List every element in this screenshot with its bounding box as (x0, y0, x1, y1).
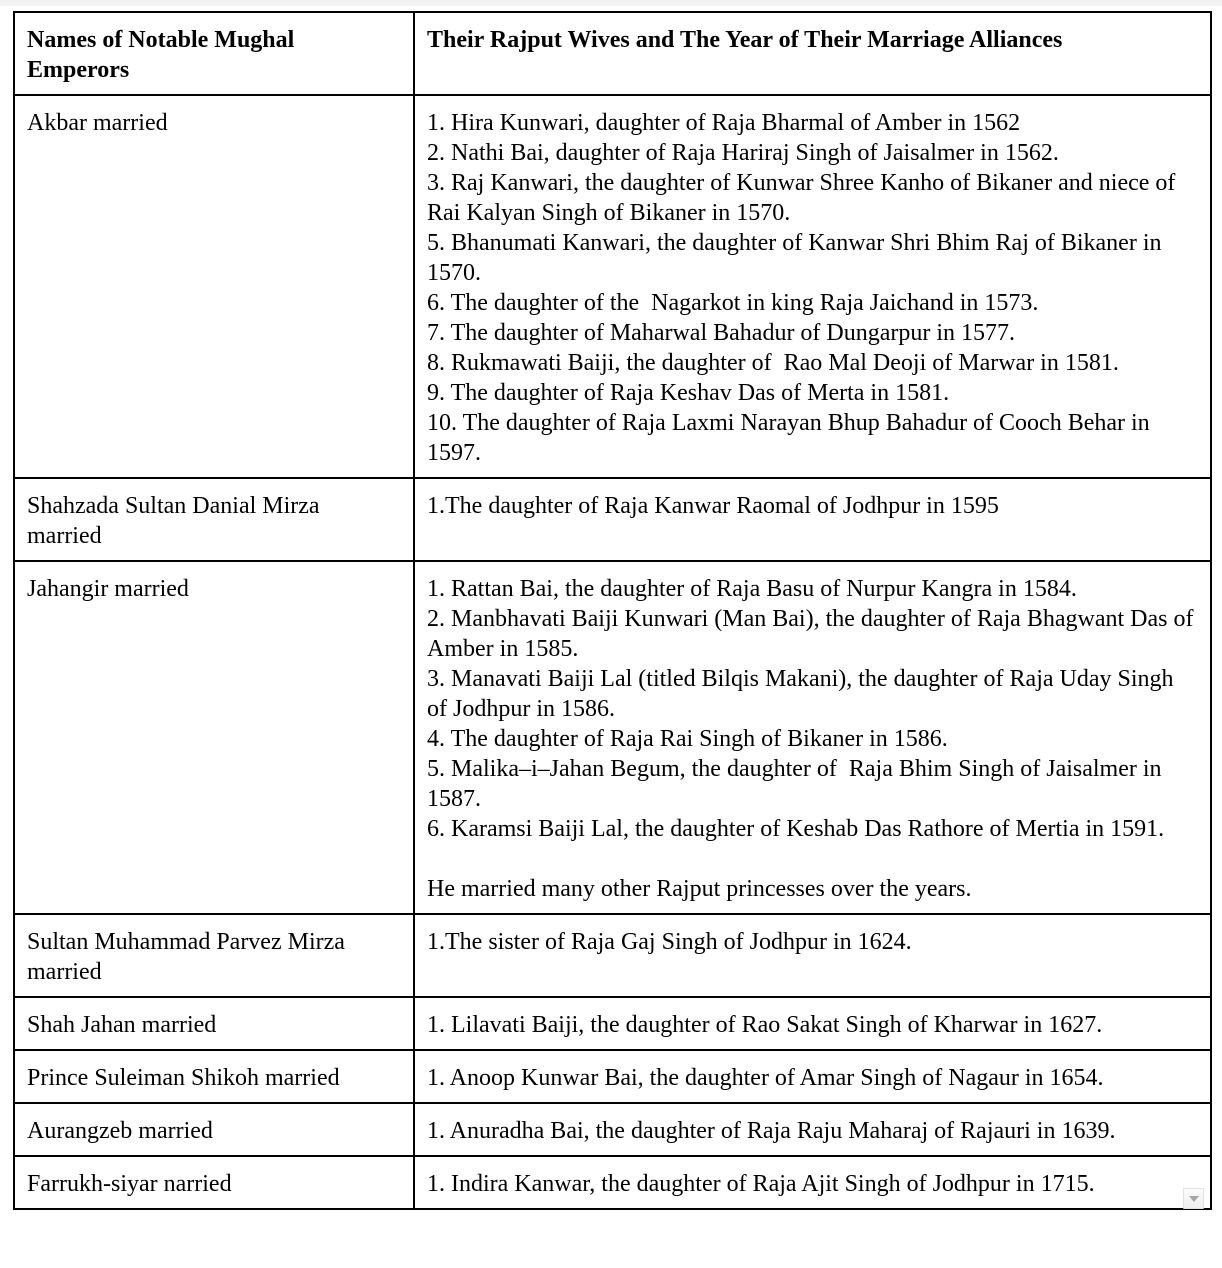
wife-entry: 1. Hira Kunwari, daughter of Raja Bharmal of Amber in 1562 (427, 110, 1021, 136)
emperor-name: Shahzada Sultan Danial Mirza married (27, 493, 326, 549)
table-row (14, 95, 1211, 478)
wife-entry: 8. Rukmawati Baiji, the daughter of Rao Mal Deoji of Marwar in 1581. (427, 350, 1119, 376)
emperor-name-cell (14, 1156, 414, 1209)
emperor-name-cell (14, 914, 414, 997)
table-row (14, 997, 1211, 1050)
wife-entry: 1.The sister of Raja Gaj Singh of Jodhpur in 1624. (427, 929, 912, 955)
wives-list-cell (414, 95, 1211, 478)
table-row (14, 1156, 1211, 1209)
emperor-name: Farrukh-siyar narried (27, 1171, 232, 1197)
wives-list-cell (414, 1050, 1211, 1103)
wives-list-cell (414, 914, 1211, 997)
header-cell-wives: Their Rajput Wives and The Year of Their Marriage Alliances (414, 12, 1211, 95)
wives-list-cell (414, 1156, 1211, 1209)
wife-entry: 1. Indira Kanwar, the daughter of Raja Ajit Singh of Jodhpur in 1715. (427, 1171, 1095, 1197)
wife-entry: 6. Karamsi Baiji Lal, the daughter of Keshab Das Rathore of Mertia in 1591. (427, 816, 1165, 842)
emperor-name: Jahangir married (27, 576, 189, 602)
wife-entry: 1. Lilavati Baiji, the daughter of Rao Sakat Singh of Kharwar in 1627. (427, 1012, 1103, 1038)
emperor-name: Prince Suleiman Shikoh married (27, 1065, 340, 1091)
top-strip (0, 0, 1222, 6)
wife-entry: 5. Bhanumati Kanwari, the daughter of Kanwar Shri Bhim Raj of Bikaner in 1570. (427, 230, 1168, 286)
emperor-name-cell (14, 561, 414, 914)
wife-entry: 2. Manbhavati Baiji Kunwari (Man Bai), the daughter of Raja Bhagwant Das of Amber in 1585. (427, 606, 1199, 662)
header-row (14, 12, 1211, 95)
wives-list-cell (414, 561, 1211, 914)
wives-list-cell (414, 997, 1211, 1050)
wife-entry: 1. Rattan Bai, the daughter of Raja Basu of Nurpur Kangra in 1584. (427, 576, 1077, 602)
emperor-name-cell (14, 997, 414, 1050)
table-row (14, 1103, 1211, 1156)
scroll-down-button[interactable] (1183, 1188, 1204, 1209)
wife-entry: 6. The daughter of the Nagarkot in king Raja Jaichand in 1573. (427, 290, 1039, 316)
wife-entry: 1.The daughter of Raja Kanwar Raomal of Jodhpur in 1595 (427, 493, 999, 519)
table-row (14, 1050, 1211, 1103)
header-cell-emperors: Names of Notable Mughal Emperors (14, 12, 414, 95)
marriage-alliances-table (13, 11, 1212, 1210)
wife-entry: 1. Anuradha Bai, the daughter of Raja Raju Maharaj of Rajauri in 1639. (427, 1118, 1116, 1144)
wife-entry: 7. The daughter of Maharwal Bahadur of Dungarpur in 1577. (427, 320, 1016, 346)
table-row (14, 914, 1211, 997)
wife-entry: 4. The daughter of Raja Rai Singh of Bikaner in 1586. (427, 726, 948, 752)
wife-entry: He married many other Rajput princesses over the years. (427, 876, 972, 902)
emperor-name-cell (14, 478, 414, 561)
wives-list-cell (414, 1103, 1211, 1156)
emperor-name-cell (14, 95, 414, 478)
table-body (14, 95, 1211, 1209)
wife-entry: 1. Anoop Kunwar Bai, the daughter of Amar Singh of Nagaur in 1654. (427, 1065, 1104, 1091)
emperor-name-cell (14, 1103, 414, 1156)
emperor-name: Aurangzeb married (27, 1118, 213, 1144)
wife-entry: 9. The daughter of Raja Keshav Das of Merta in 1581. (427, 380, 950, 406)
blank-line (427, 844, 1199, 874)
wife-entry: 3. Manavati Baiji Lal (titled Bilqis Makani), the daughter of Raja Uday Singh of Jodhpur in 1586. (427, 666, 1180, 722)
wife-entry: 3. Raj Kanwari, the daughter of Kunwar Shree Kanho of Bikaner and niece of Rai Kalyan Singh of Bikaner in 1570. (427, 170, 1182, 226)
wives-list-cell (414, 478, 1211, 561)
down-arrow-icon (1189, 1196, 1199, 1202)
emperor-name-cell (14, 1050, 414, 1103)
emperor-name: Shah Jahan married (27, 1012, 217, 1038)
table-row (14, 561, 1211, 914)
table-row (14, 478, 1211, 561)
emperor-name: Sultan Muhammad Parvez Mirza married (27, 929, 351, 985)
emperor-name: Akbar married (27, 110, 168, 136)
wife-entry: 2. Nathi Bai, daughter of Raja Hariraj Singh of Jaisalmer in 1562. (427, 140, 1059, 166)
wife-entry: 10. The daughter of Raja Laxmi Narayan Bhup Bahadur of Cooch Behar in 1597. (427, 410, 1156, 466)
wife-entry: 5. Malika–i–Jahan Begum, the daughter of Raja Bhim Singh of Jaisalmer in 1587. (427, 756, 1168, 812)
